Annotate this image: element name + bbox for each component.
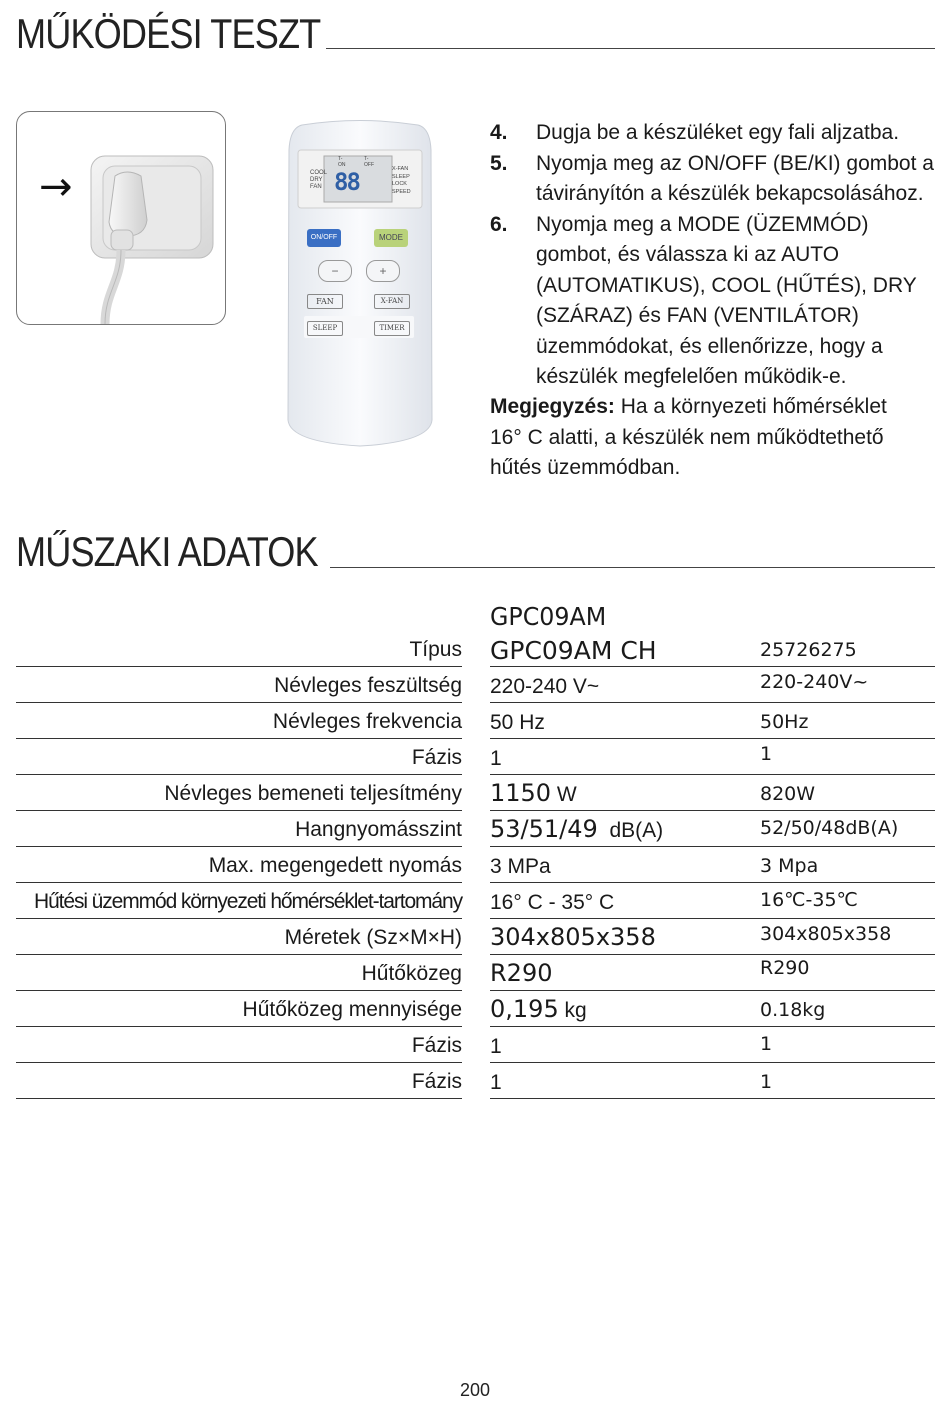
step-number: 5. — [490, 151, 508, 175]
step-item — [490, 210, 935, 393]
row-value-2: 304x805x358 — [760, 923, 892, 945]
row-divider — [16, 1098, 462, 1099]
row-label: Hűtőközeg — [361, 962, 462, 985]
step-text: Nyomja meg a MODE (ÜZEMMÓD) gombot, és válassza ki az AUTO (AUTOMATIKUS), COOL (HŰTÉS), DRY (SZÁRAZ) és FAN (VENTILÁTOR) üzemmódokat, és ellenőrizze, hogy a készülék megfelelően működik-e. — [536, 212, 917, 388]
table-row — [16, 1027, 935, 1063]
wall-socket-illustration — [16, 111, 226, 325]
row-label: Névleges feszültség — [274, 674, 462, 697]
display-right-modes — [392, 166, 411, 196]
display-ton: T-ON — [338, 156, 346, 168]
table-row — [16, 847, 935, 883]
table-row — [16, 631, 935, 667]
step-text: Nyomja meg az ON/OFF (BE/KI) gombot a távirányítón a készülék bekapcsolásához. — [536, 151, 934, 205]
row-value-1 — [490, 995, 587, 1023]
row-value-2: 3 Mpa — [760, 855, 819, 877]
temp-minus-button[interactable]: − — [318, 260, 352, 282]
row-label: Hangnyomásszint — [295, 818, 462, 841]
mode-sleep-label: SLEEP — [392, 173, 410, 180]
section-title-test: MŰKÖDÉSI TESZT — [16, 10, 321, 57]
row-value-2: 1 — [760, 743, 773, 765]
table-row — [16, 667, 935, 703]
row-value-1 — [490, 815, 663, 843]
row-label: Hűtési üzemmód környezeti hőmérséklet-tartomány — [34, 890, 462, 913]
row-value-2: 1 — [760, 1033, 773, 1055]
mode-dry-label: DRY — [310, 177, 323, 183]
value-unit: dB(A) — [597, 819, 664, 842]
title-rule — [330, 567, 935, 568]
display-toff: T-OFF — [364, 156, 374, 168]
table-row — [16, 955, 935, 991]
row-label: Max. megengedett nyomás — [208, 854, 462, 877]
page-number: 200 — [459, 1380, 491, 1400]
mode-fan-label: FAN — [310, 184, 322, 190]
table-row — [16, 703, 935, 739]
row-value-1 — [490, 779, 577, 807]
fan-button[interactable]: FAN — [307, 294, 343, 309]
row-value-2: 16℃-35℃ — [760, 889, 858, 911]
step-number: 6. — [490, 212, 508, 236]
step-text: Dugja be a készüléket egy fali aljzatba. — [536, 121, 900, 144]
row-value-1: 220-240 V~ — [490, 675, 600, 698]
xfan-button[interactable]: X-FAN — [374, 294, 410, 309]
row-value-2: 52/50/48dB(A) — [760, 817, 899, 839]
section-title-specs: MŰSZAKI ADATOK — [16, 528, 318, 575]
onoff-button[interactable]: ON/OFF — [307, 229, 341, 247]
model-name-top: GPC09AM — [490, 602, 607, 631]
display-left-modes — [310, 170, 327, 191]
title-rule — [326, 48, 935, 49]
row-label: Fázis — [411, 746, 462, 769]
note-text: Ha a környezeti hőmérséklet 16° C alatti, a készülék nem működtethető hűtés üzemmódban. — [490, 395, 887, 479]
row-value-2: 1 — [760, 1071, 773, 1093]
table-row — [16, 811, 935, 847]
table-row — [16, 991, 935, 1027]
step-item — [490, 118, 935, 149]
row-label: Méretek (Sz×M×H) — [284, 926, 462, 949]
row-value-1: 1 — [490, 1035, 502, 1058]
timer-button[interactable]: TIMER — [374, 321, 410, 336]
row-label: Hűtőközeg mennyisége — [242, 998, 462, 1021]
row-value-1 — [490, 959, 552, 987]
row-value-1: 1 — [490, 1071, 502, 1094]
arrow-right-icon: → — [39, 164, 73, 210]
value-number: 53/51/49 — [490, 815, 598, 843]
row-value-1: 50 Hz — [490, 711, 545, 734]
mode-cool-label: COOL — [310, 170, 328, 176]
table-row — [16, 739, 935, 775]
table-row — [16, 1063, 935, 1099]
row-value-2: 25726275 — [760, 639, 857, 661]
table-row — [16, 919, 935, 955]
row-value-2: 50Hz — [760, 711, 809, 733]
row-value-1: 1 — [490, 747, 502, 770]
temp-plus-button[interactable]: + — [366, 260, 400, 282]
mode-speed-label: SPEED — [392, 188, 411, 195]
row-label: Fázis — [411, 1070, 462, 1093]
row-value-2: 0.18kg — [760, 999, 826, 1021]
row-label: Típus — [409, 638, 462, 661]
step-number: 4. — [490, 121, 508, 144]
value-number: 0,195 — [490, 995, 559, 1023]
mode-button[interactable]: MODE — [374, 229, 408, 247]
value-number: 304x805x358 — [490, 923, 656, 951]
row-divider — [490, 1098, 935, 1099]
plug-icon — [17, 112, 225, 324]
value-number: R290 — [490, 959, 553, 987]
row-label: Fázis — [411, 1034, 462, 1057]
note-label: Megjegyzés: — [490, 395, 615, 418]
row-value-2: 220-240V~ — [760, 671, 869, 693]
row-value-1 — [490, 923, 656, 951]
value-number: 1150 — [490, 779, 552, 807]
row-value-1: 16° C - 35° C — [490, 891, 615, 914]
value-unit: W — [551, 783, 577, 806]
table-row — [16, 883, 935, 919]
value-unit: kg — [558, 999, 587, 1022]
sleep-button[interactable]: SLEEP — [307, 321, 343, 336]
steps-list — [490, 118, 935, 393]
row-value-2: R290 — [760, 957, 810, 979]
row-value-1: 3 MPa — [490, 855, 551, 878]
row-label: Névleges bemeneti teljesítmény — [164, 782, 462, 805]
mode-xfan-label: X-FAN — [392, 166, 409, 172]
row-value-2: 820W — [760, 783, 816, 805]
table-row — [16, 775, 935, 811]
step-item — [490, 149, 935, 210]
mode-lock-label: LOCK — [392, 181, 407, 187]
note-paragraph — [490, 392, 920, 484]
row-value-1: GPC09AM CH — [490, 636, 657, 665]
row-label: Névleges frekvencia — [272, 710, 462, 733]
display-digits: 88 — [334, 168, 359, 196]
